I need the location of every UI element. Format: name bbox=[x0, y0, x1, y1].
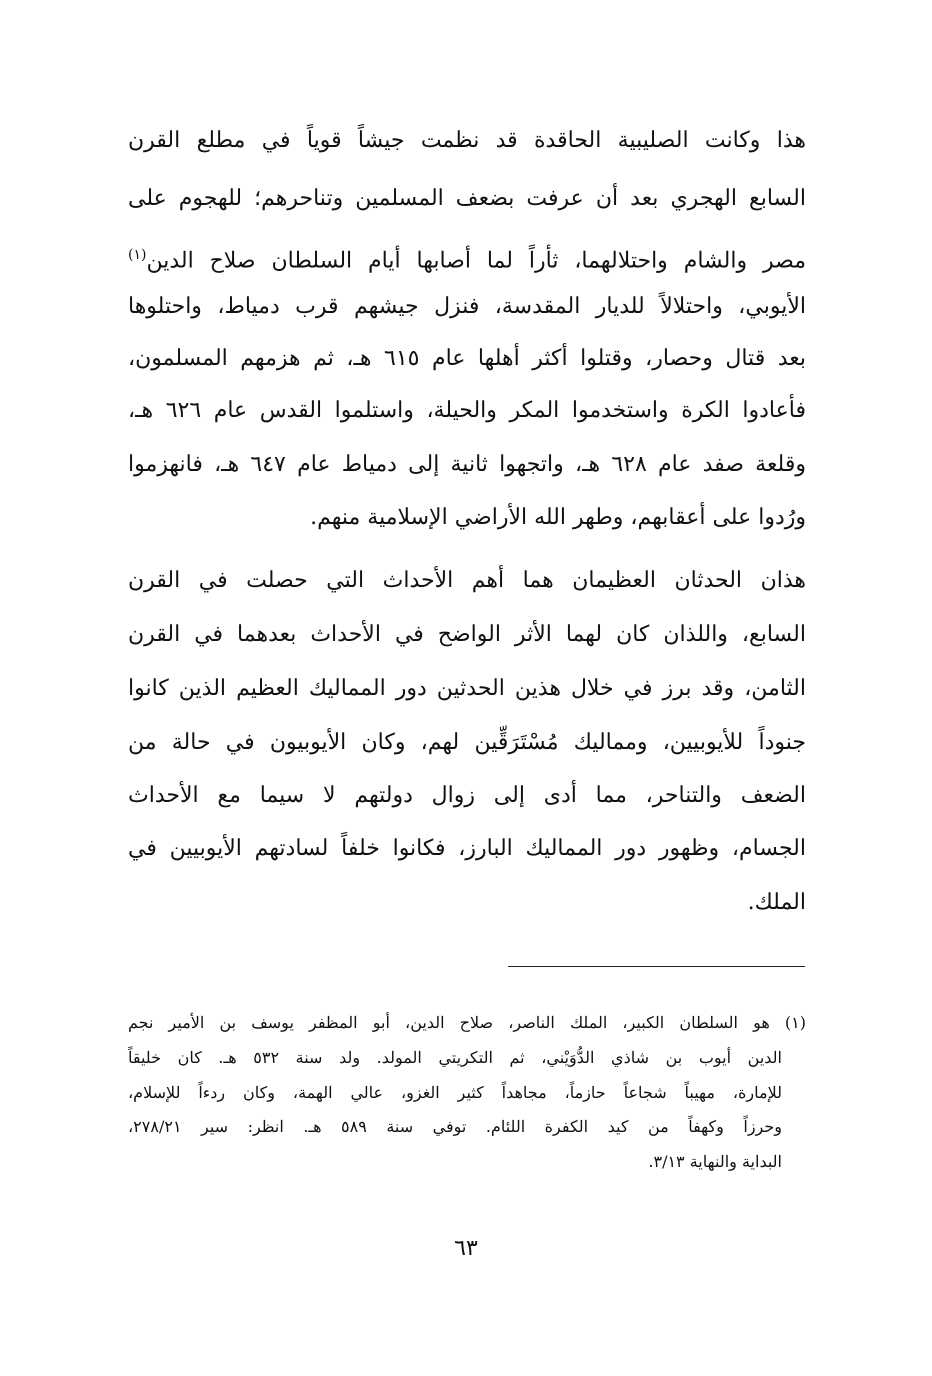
text-line: الملك. bbox=[747, 890, 806, 915]
text-line: جنوداً للأيوبيين، ومماليك مُسْتَرَقِّين لهم، وكان الأيوبيون في حالة من bbox=[128, 730, 806, 755]
text-line: ورُدوا على أعقابهم، وطهر الله الأراضي الإسلامية منهم. bbox=[310, 505, 806, 530]
footnote-reference[interactable]: (١) bbox=[128, 247, 147, 263]
text-line: السابع الهجري بعد أن عرفت بضعف المسلمين وتناحرهم؛ للهجوم على bbox=[128, 186, 806, 211]
footnote-line: الدين أيوب بن شاذي الدُّوَيْني، ثم التكريتي المولد. ولد سنة ٥٣٢ هـ. كان خليقاً bbox=[128, 1048, 783, 1067]
footnote-line: (١) هو السلطان الكبير، الملك الناصر، صلاح الدين، أبو المظفر يوسف بن الأمير نجم bbox=[128, 1013, 806, 1032]
text-line: السابع، واللذان كان لهما الأثر الواضح في الأحداث بعدهما في القرن bbox=[128, 622, 806, 647]
text-line: بعد قتال وحصار، وقتلوا أكثر أهلها عام ٦١٥ هـ، ثم هزمهم المسلمون، bbox=[128, 346, 806, 371]
page-number: ٦٣ bbox=[454, 1236, 478, 1261]
footnote-line: وحرزاً وكهفاً من كيد الكفرة اللئام. توفي سنة ٥٨٩ هـ. انظر: سير ٢٧٨/٢١، bbox=[128, 1117, 783, 1136]
text-line: فأعادوا الكرة واستخدموا المكر والحيلة، واستلموا القدس عام ٦٢٦ هـ، bbox=[128, 398, 806, 423]
footnote-line: البداية والنهاية ٣/١٣. bbox=[648, 1152, 782, 1171]
footnote-line: للإمارة، مهيباً شجاعاً حازماً، مجاهداً كثير الغزو، عالي الهمة، وكان ردءاً للإسلام، bbox=[128, 1083, 782, 1102]
text-line: الجسام، وظهور دور المماليك البارز، فكانوا خلفاً لسادتهم الأيوبيين في bbox=[128, 836, 806, 861]
text-line: الأيوبي، واحتلالاً للديار المقدسة، فنزل جيشهم قرب دمياط، واحتلوها bbox=[128, 294, 806, 319]
text-line-content: مصر والشام واحتلالهما، ثأراً لما أصابها أيام السلطان صلاح الدين bbox=[146, 248, 806, 274]
text-line: الضعف والتناحر، مما أدى إلى زوال دولتهم لا سيما مع الأحداث bbox=[128, 783, 806, 808]
text-line: الثامن، وقد برز في خلال هذين الحدثين دور المماليك العظيم الذين كانوا bbox=[128, 676, 806, 701]
footnote-separator bbox=[508, 966, 805, 967]
text-line: هذان الحدثان العظيمان هما أهم الأحداث التي حصلت في القرن bbox=[128, 568, 806, 593]
text-line: وقلعة صفد عام ٦٢٨ هـ، واتجهوا ثانية إلى دمياط عام ٦٤٧ هـ، فانهزموا bbox=[128, 452, 806, 477]
text-line: هذا وكانت الصليبية الحاقدة قد نظمت جيشاً قوياً في مطلع القرن bbox=[128, 128, 806, 153]
text-line bbox=[128, 240, 806, 276]
